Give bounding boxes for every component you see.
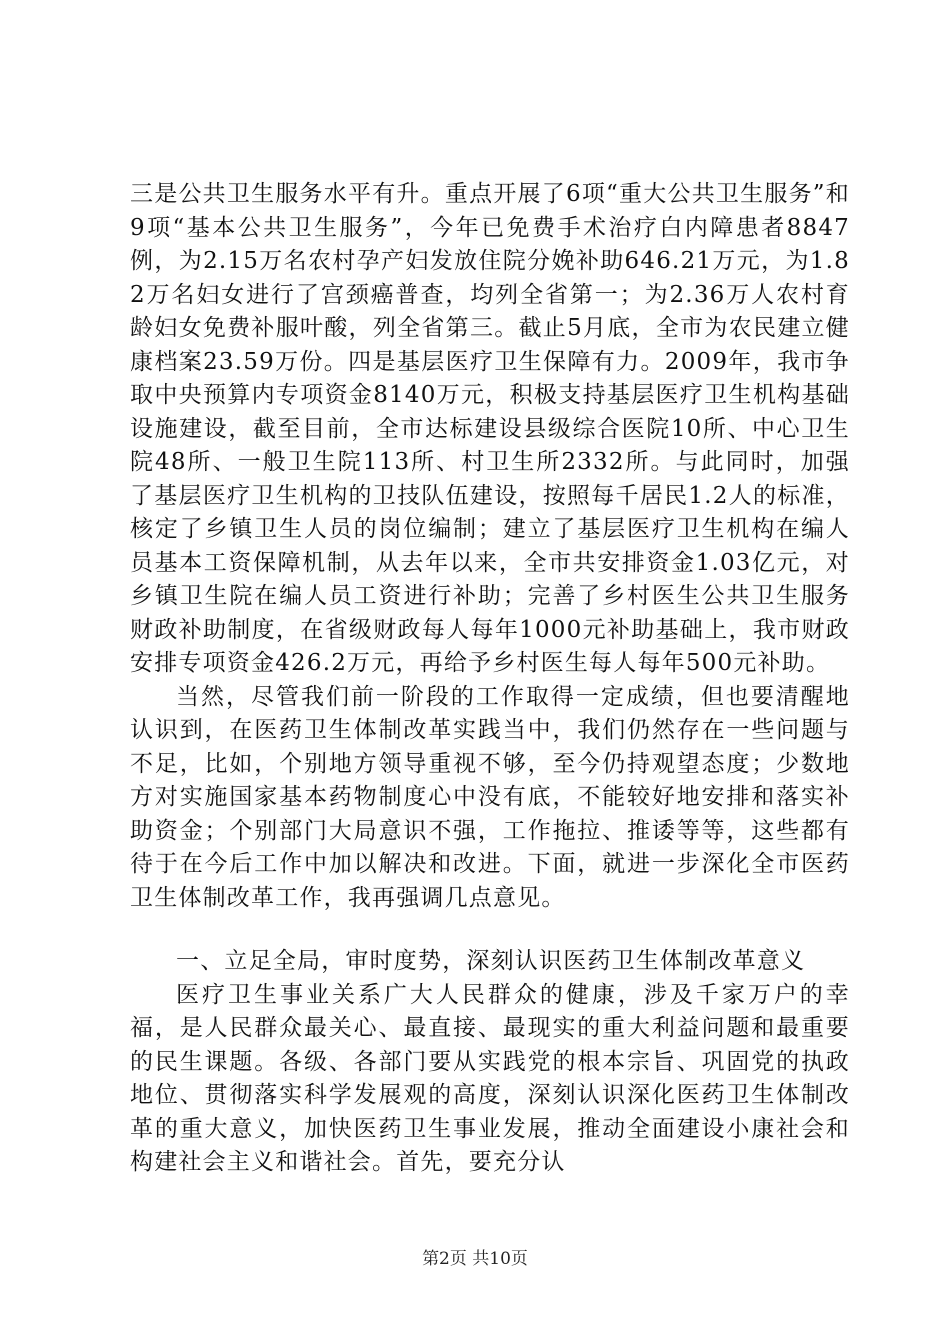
paragraph-shortcomings: 当然，尽管我们前一阶段的工作取得一定成绩，但也要清醒地认识到，在医药卫生体制改革实践当中，我们仍然存在一些问题与不足，比如，个别地方领导重视不够，至今仍持观望态度；少数地方对实施国家基本药物制度心中没有底，不能较好地安排和落实补助资金；个别部门大局意识不强，工作拖拉、推诿等等，这些都有待于在今后工作中加以解决和改进。下面，就进一步深化全市医药卫生体制改革工作，我再强调几点意见。 xyxy=(130,683,850,911)
document-body xyxy=(130,178,850,1180)
section-heading-1: 一、立足全局，审时度势，深刻认识医药卫生体制改革意义 xyxy=(176,948,806,974)
paragraph-public-health-progress: 三是公共卫生服务水平有升。重点开展了6项“重大公共卫生服务”和9项“基本公共卫生服务”，今年已免费手术治疗白内障患者8847例，为2.15万名农村孕产妇发放住院分娩补助646.21万元，为1.82万名妇女进行了宫颈癌普查，均列全省第一；为2.36万人农村育龄妇女免费补服叶酸，列全省第三。截止5月底，全市为农民建立健康档案23.59万份。四是基层医疗卫生保障有力。2009年，我市争取中央预算内专项资金8140万元，积极支持基层医疗卫生机构基础设施建设，截至目前，全市达标建设县级综合医院10所、中心卫生院48所、一般卫生院113所、村卫生所2332所。与此同时，加强了基层医疗卫生机构的卫技队伍建设，按照每千居民1.2人的标准，核定了乡镇卫生人员的岗位编制；建立了基层医疗卫生机构在编人员基本工资保障机制，从去年以来，全市共安排资金1.03亿元，对乡镇卫生院在编人员工资进行补助；完善了乡村医生公共卫生服务财政补助制度，在省级财政每人每年1000元补助基础上，我市财政安排专项资金426.2万元，再给予乡村医生每人每年500元补助。 xyxy=(130,181,850,676)
page-number-footer: 第2页 共10页 xyxy=(422,1249,528,1269)
paragraph-significance: 医疗卫生事业关系广大人民群众的健康，涉及千家万户的幸福，是人民群众最关心、最直接、最现实的重大利益问题和最重要的民生课题。各级、各部门要从实践党的根本宗旨、巩固党的执政地位、贯彻落实科学发展观的高度，深刻认识深化医药卫生体制改革的重大意义，加快医药卫生事业发展，推动全面建设小康社会和构建社会主义和谐社会。首先，要充分认 xyxy=(130,981,850,1175)
